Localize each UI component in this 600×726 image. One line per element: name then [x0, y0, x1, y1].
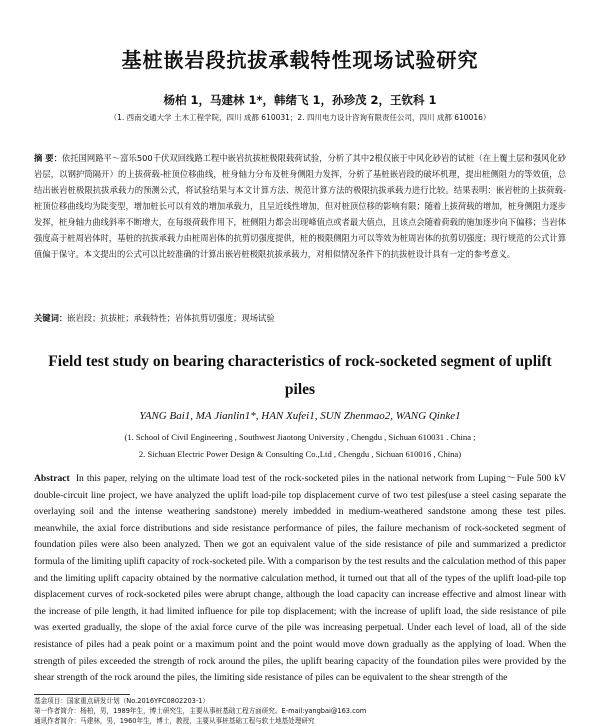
english-title: Field test study on bearing characteristics of rock-socketed segment of uplift piles [48, 353, 552, 398]
chinese-authors: 杨柏 1，马建林 1*，韩绪飞 1，孙珍茂 2，王钦科 1 [163, 93, 437, 107]
english-affiliation-1: (1. School of Civil Engineering , Southwest Jiaotong University , Chengdu , Sichuan 610031 . China ; [124, 432, 476, 442]
english-abstract-label: Abstract [34, 473, 70, 484]
chinese-abstract-text: 依托国网路平～富乐500千伏双回线路工程中嵌岩抗拔桩极限载荷试验，分析了其中2根仅嵌于中风化砂岩的试桩（在上覆土层和强风化砂岩层，以钢护筒隔开）的上拔荷载-桩顶位移曲线，桩身轴力分布及桩身侧阻力发挥，分析了基桩嵌岩段的破坏机理，提出桩侧阻力的等效值，总结出嵌岩桩极限抗拔承载力的预测公式，将试验结果与本文计算方法、规范计算方法的极限抗拔承载力进行比较。结果表明：嵌岩桩的上拔荷载-桩顶位移曲线均为陡变型，增加桩长可以有效的增加承载力，且呈近线性增加，但对桩顶位移的影响有限；随着上拔荷载的增加，桩身侧阻力逐步发挥，桩身轴力曲线斜率不断增大，在每级荷载作用下，桩侧阻力都会出现峰值点或者最大值点，且该点会随着荷载的施加逐步向下偏移；当岩体强度高于桩周岩体时，基桩的抗拔承载力由桩周岩体的抗剪切强度提供，桩的极限侧阻力可以等效为桩周岩体的抗剪切强度；现行规范的公式计算值偏于保守。本文提出的公式可以比较准确的计算出嵌岩桩极限抗拔承载力，对相似情况条件下的抗拔桩设计具有一定的参考意义。 [34, 153, 567, 259]
chinese-keywords-text: 嵌岩段；抗拔桩；承载特性；岩体抗剪切强度；现场试验 [67, 313, 275, 323]
chinese-abstract [34, 150, 566, 262]
english-affiliation-2: 2. Sichuan Electric Power Design & Consulting Co.,Ltd , Chengdu , Sichuan 610016 , China) [138, 449, 462, 459]
english-abstract-text: In this paper, relying on the ultimate load test of the rock-socketed piles in the national network from Luping～Fule 500 kV double-circuit line project, we have analyzed the uplift load-pile top displacement curve of two test piles(use a steel casing separate the overlaying soil and the intense weathering sandstone) merely imbedded in medium-weathered sandstone among these test piles. meanwhile, the axial force distributions and side resistance performance of piles, the failure mechanism of rock-socketed segment of foundation piles were also been analyzed. Then we got an equivalent value of the side resistance of pile and summarized a predictor formula of the limiting uplift capacity of rock-socketed pile. With a comparison by the test results and the calculation method of this paper and the limiting uplift capacity obtained by the normative calculation method, it turned out that all of the types of the uplift load-pile top displacement curves of rock-socketed piles were abrupt change, although the load capacity can increase effective and almost linear with the increase of pile length, it had limited influence for pile top displacement; with the increase of uplift load, the side resistance of pile was exerted gradually, the slope of the axial force curve of the pile was increasing perpetual. Under each level of load, all of the side resistance of piles had a peak point or a maximum point and the point would move down gradually as the applying of load. When the strength of piles exceeded the strength of rock around the piles, the uplift bearing capacity of the foundation piles were provided by the shear strength of the rock around the piles, the limiting side resistance of piles can be equivalent to the shear strength of the [34, 473, 566, 684]
footnote-first-author: 第一作者简介：杨柏，男，1989年生，博士研究生，主要从事桩基础工程方面研究。E-mail:yangbai@163.com [34, 707, 367, 715]
chinese-abstract-label: 摘 要： [34, 153, 62, 163]
footnotes [34, 696, 566, 726]
footnote-funding: 基金项目：国家重点研发计划（No.2016YFC0802203-1） [34, 697, 209, 705]
english-authors: YANG Bai1, MA Jianlin1*, HAN Xufei1, SUN Zhenmao2, WANG Qinke1 [139, 410, 461, 422]
footnote-divider [34, 694, 130, 695]
english-abstract [34, 471, 566, 687]
chinese-affiliation: （1. 西南交通大学 土木工程学院，四川 成都 610031；2. 四川电力设计咨询有限责任公司，四川 成都 610016） [109, 113, 491, 122]
chinese-keywords-label: 关键词： [34, 313, 68, 323]
footnote-corresponding-author: 通讯作者简介：马建林，男，1960年生，博士，教授，主要从事桩基础工程与软土地基处理研究 [34, 717, 315, 725]
chinese-title: 基桩嵌岩段抗拔承载特性现场试验研究 [121, 48, 479, 72]
chinese-keywords [34, 312, 566, 324]
